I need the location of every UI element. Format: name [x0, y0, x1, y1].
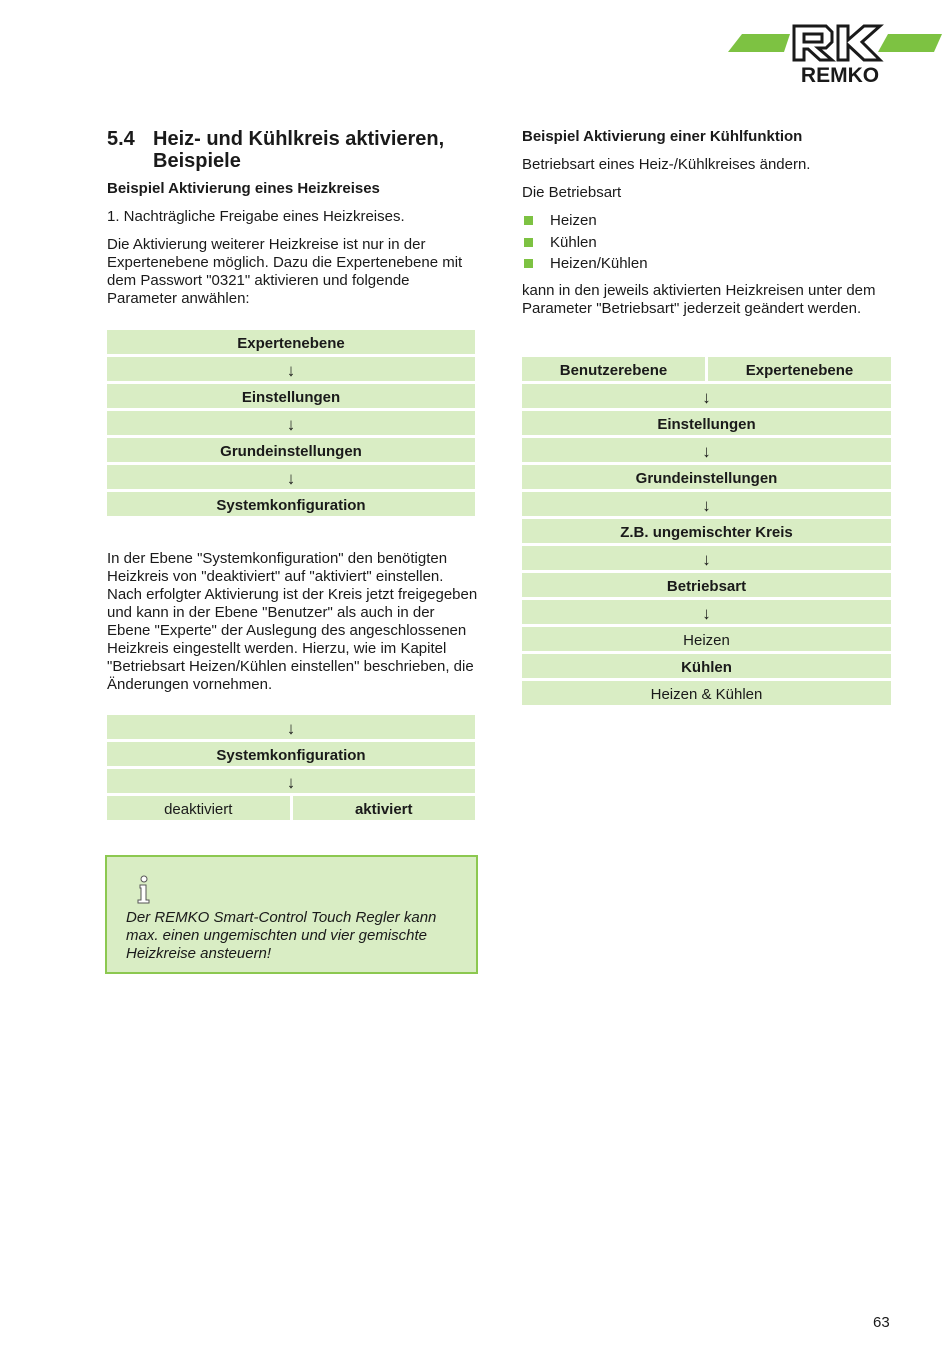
- arrow-down-icon: ↓: [107, 465, 475, 492]
- left-step1: 1. Nachträgliche Freigabe eines Heizkreises.: [107, 208, 405, 225]
- left-body: In der Ebene "Systemkonfiguration" den benötigten Heizkreis von "deaktiviert" auf "aktiviert" einstellen. Nach erfolgter Aktivierung ist der Kreis jetzt freigegeben und kann in der Ebene "Benutzer" als auch in der Ebene "Experte" der Auslegung des angeschlossenen Heizkreis eingestellt werden. Hierzu, wie im Kapitel "Betriebsart Heizen/Kühlen einstellen" beschrieben, die Änderungen vornehmen.: [107, 550, 478, 693]
- arrow-down-icon: ↓: [522, 438, 891, 465]
- bullet-square-icon: [524, 216, 533, 225]
- arrow-down-icon: ↓: [522, 546, 891, 573]
- arrow-down-icon: ↓: [107, 357, 475, 384]
- arrow-down-icon: ↓: [107, 769, 475, 796]
- list-item-label: Heizen/Kühlen: [550, 255, 648, 272]
- bullet-square-icon: [524, 259, 533, 268]
- arrow-down-icon: ↓: [107, 715, 475, 742]
- flow-step: Einstellungen: [522, 411, 891, 438]
- section-number: 5.4: [107, 128, 135, 150]
- info-text: Der REMKO Smart-Control Touch Regler kann max. einen ungemischten und vier gemischte Heizkreise ansteuern!: [126, 909, 437, 962]
- list-item: [522, 232, 882, 254]
- option-kuehlen: Kühlen: [522, 654, 891, 681]
- right-line1: Betriebsart eines Heiz-/Kühlkreises ändern.: [522, 156, 811, 173]
- flow-split-row: [107, 796, 475, 823]
- flow-step: Grundeinstellungen: [107, 438, 475, 465]
- left-subheading: Beispiel Aktivierung eines Heizkreises: [107, 180, 380, 197]
- list-item-label: Heizen: [550, 212, 597, 229]
- flow-step: Systemkonfiguration: [107, 492, 475, 519]
- left-intro: Die Aktivierung weiterer Heizkreise ist nur in der Expertenebene möglich. Dazu die Expertenebene mit dem Passwort "0321" aktivieren und folgende Parameter anwählen:: [107, 236, 463, 307]
- option-expertenebene: Expertenebene: [708, 357, 891, 384]
- betriebsart-list: [522, 210, 882, 275]
- remko-logo: [728, 22, 944, 86]
- flow-systemconfig-activation: [107, 715, 475, 823]
- info-icon: [132, 875, 154, 905]
- flow-step: Grundeinstellungen: [522, 465, 891, 492]
- flow-expert-to-systemconfig: [107, 330, 475, 519]
- info-box: [105, 855, 478, 974]
- option-benutzerebene: Benutzerebene: [522, 357, 708, 384]
- option-aktiviert: aktiviert: [293, 796, 476, 823]
- logo-text: REMKO: [800, 64, 880, 86]
- list-item: [522, 210, 882, 232]
- flow-step: Expertenebene: [107, 330, 475, 357]
- option-deaktiviert: deaktiviert: [107, 796, 293, 823]
- list-item: [522, 253, 882, 275]
- right-subheading: Beispiel Aktivierung einer Kühlfunktion: [522, 128, 803, 145]
- flow-split-row: [522, 357, 891, 384]
- page-number: 63: [873, 1314, 890, 1331]
- flow-step: Betriebsart: [522, 573, 891, 600]
- option-heizen: Heizen: [522, 627, 891, 654]
- flow-step: Systemkonfiguration: [107, 742, 475, 769]
- arrow-down-icon: ↓: [522, 492, 891, 519]
- flow-betriebsart: [522, 357, 891, 708]
- right-line2: Die Betriebsart: [522, 184, 622, 201]
- flow-step: Einstellungen: [107, 384, 475, 411]
- arrow-down-icon: ↓: [522, 600, 891, 627]
- list-item-label: Kühlen: [550, 233, 597, 251]
- right-after-bullets: kann in den jeweils aktivierten Heizkreisen unter dem Parameter "Betriebsart" jederzeit geändert werden.: [522, 282, 876, 317]
- arrow-down-icon: ↓: [107, 411, 475, 438]
- option-heizen-kuehlen: Heizen & Kühlen: [522, 681, 891, 708]
- section-title: Heiz- und Kühlkreis aktivieren, Beispiele: [153, 128, 445, 172]
- bullet-square-icon: [524, 238, 533, 247]
- arrow-down-icon: ↓: [522, 384, 891, 411]
- flow-step: Z.B. ungemischter Kreis: [522, 519, 891, 546]
